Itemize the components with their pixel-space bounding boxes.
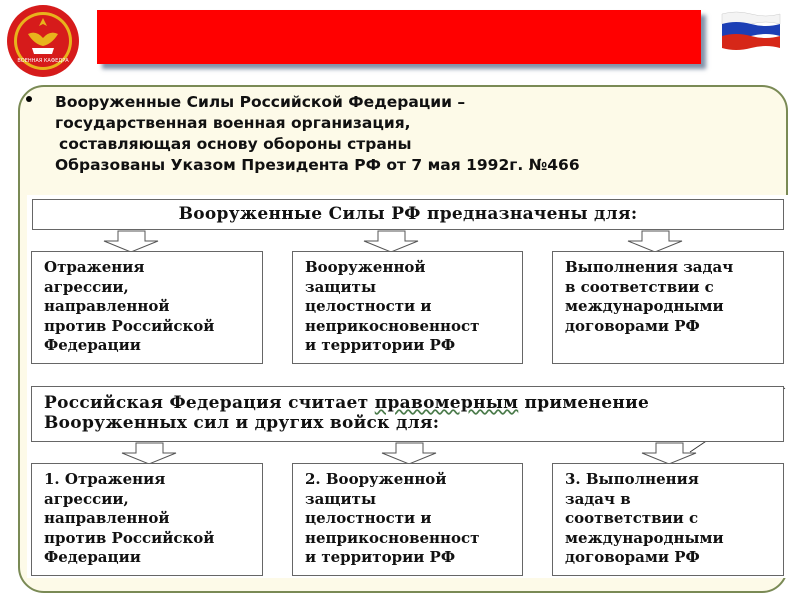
use-box-1-line: против Российской [44, 528, 215, 547]
bullet-line-3: составляющая основу обороны страны [59, 135, 412, 153]
use-box-3-line: соответствии с [565, 509, 699, 527]
use-box-3-line: международными [565, 528, 724, 547]
arrow-down-icon [364, 231, 418, 252]
purpose-box-1-line: против Российской [44, 316, 215, 335]
purpose-header-text: Вооруженные Силы РФ предназначены для: [178, 204, 638, 224]
bullet-line-2: государственная военная организация, [55, 114, 411, 132]
use-header-line-2: Вооруженных сил и других войск для: [44, 413, 440, 433]
purpose-box-1-line: Отражения [44, 258, 145, 276]
purpose-box-2 [292, 251, 523, 364]
use-box-1 [31, 463, 263, 576]
use-box-3 [552, 463, 784, 576]
arrow-down-icon [628, 231, 682, 252]
purpose-box-1-line: направленной [44, 297, 170, 315]
use-box-1-line: Федерации [44, 548, 141, 566]
arrow-down-icon [122, 443, 176, 464]
purpose-box-3-line: договорами РФ [565, 316, 700, 335]
use-box-1-line: 1. Отражения [44, 470, 166, 488]
purpose-box-3 [552, 251, 784, 364]
purpose-box-2-line: целостности и [305, 297, 432, 315]
purpose-box-2-line: защиты [305, 277, 376, 296]
purpose-box-1-line: агрессии, [44, 277, 129, 296]
use-box-2-line: и территории РФ [305, 548, 456, 566]
use-header-prefix: Российская Федерация считает [44, 393, 375, 413]
use-box-2-line: неприкосновенност [305, 528, 480, 547]
use-box-2 [292, 463, 523, 576]
arrow-down-icon [382, 443, 436, 464]
use-box-3-line: 3. Выполнения [565, 470, 699, 488]
purpose-box-2-line: и территории РФ [305, 336, 456, 354]
arrow-down-icon [104, 231, 158, 252]
purpose-box-2-line: Вооруженной [305, 258, 426, 276]
use-header-line-1 [44, 393, 783, 413]
use-header-word: правомерным [374, 393, 519, 413]
bullet-line-4: Образованы Указом Президента РФ от 7 мая 1992г. №466 [55, 156, 580, 174]
purpose-box-2-line: неприкосновенност [305, 316, 480, 335]
use-box-2-line: целостности и [305, 509, 432, 527]
use-box-2-line: 2. Вооруженной [305, 470, 447, 488]
use-box-2-line: защиты [305, 489, 376, 508]
purpose-box-3-line: Выполнения задач [565, 258, 734, 276]
purpose-box-1-line: Федерации [44, 336, 141, 354]
emblem-text: ВОЕННАЯ КАФЕДРА [17, 58, 69, 64]
purpose-box-1 [31, 251, 263, 364]
bullet-line-1: Вооруженные Силы Российской Федерации – [55, 93, 466, 111]
use-box-3-line: договорами РФ [565, 548, 700, 566]
use-box-3-line: задач в [565, 489, 631, 508]
purpose-box-3-line: международными [565, 297, 724, 315]
use-header-suffix: применение [518, 393, 650, 413]
purpose-header [32, 199, 784, 230]
use-box-1-line: направленной [44, 509, 170, 527]
purpose-box-3-line: в соответствии с [565, 277, 714, 296]
arrow-down-icon [642, 443, 696, 464]
use-box-1-line: агрессии, [44, 489, 129, 508]
use-header [31, 386, 784, 442]
